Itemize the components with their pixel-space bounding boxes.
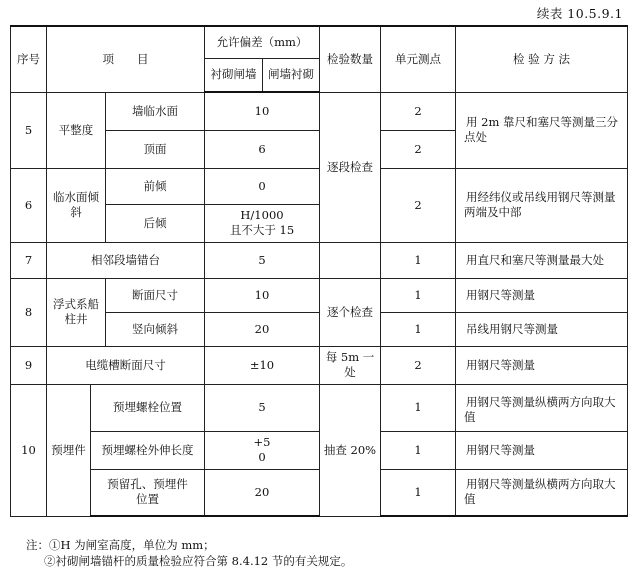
row8-no: 8 [11, 278, 47, 346]
row7-pt: 1 [381, 242, 456, 278]
row9-method: 用钢尺等测量 [456, 346, 628, 384]
row5-sub1: 墙临水面 [106, 92, 205, 130]
row8-sub2: 竖向倾斜 [106, 312, 205, 346]
row10-tol2-line1: +5 [253, 435, 271, 449]
row6-tol1: 0 [205, 168, 320, 204]
row6-tol2 [205, 204, 320, 242]
header-item: 项 目 [47, 26, 205, 92]
row6-sub1: 前倾 [106, 168, 205, 204]
row10-pt3: 1 [381, 469, 456, 516]
row6-pt: 2 [381, 168, 456, 242]
header-method: 检 验 方 法 [456, 26, 628, 92]
note-1: 注：①H 为闸室高度，单位为 mm； [26, 538, 215, 552]
row7-no: 7 [11, 242, 47, 278]
row8-pt1: 1 [381, 278, 456, 312]
row5-no: 5 [11, 92, 47, 168]
row10-sub1: 预埋螺栓位置 [91, 384, 205, 431]
row5-sub2: 顶面 [106, 130, 205, 168]
row7-item: 相邻段墙错台 [47, 242, 205, 278]
row7-qty [320, 242, 381, 278]
row10-no: 10 [11, 384, 47, 516]
inspection-table [10, 25, 628, 517]
row7-tol: 5 [205, 242, 320, 278]
row5-tol2: 6 [205, 130, 320, 168]
table-notes [26, 537, 352, 569]
row8-method1: 用钢尺等测量 [456, 278, 628, 312]
row10-pt2: 1 [381, 431, 456, 469]
row10-tol2-line2: 0 [258, 450, 266, 464]
header-tolerance: 允许偏差（mm） [205, 26, 320, 58]
row5-pt1: 2 [381, 92, 456, 130]
row5-pt2: 2 [381, 130, 456, 168]
row10-tol1: 5 [205, 384, 320, 431]
header-seq: 序号 [11, 26, 47, 92]
row10-sub3 [91, 469, 205, 516]
row9-item: 电缆槽断面尺寸 [47, 346, 205, 384]
header-points: 单元测点 [381, 26, 456, 92]
row8-tol1: 10 [205, 278, 320, 312]
row6-method: 用经纬仪或吊线用钢尺等测量两端及中部 [456, 168, 628, 242]
row9-pt: 2 [381, 346, 456, 384]
qty-each-check: 逐个检查 [320, 278, 381, 346]
qty-segment-check: 逐段检查 [320, 92, 381, 242]
table-caption: 续表 10.5.9.1 [536, 6, 623, 21]
header-qty: 检验数量 [320, 26, 381, 92]
row9-tol: ±10 [205, 346, 320, 384]
row5-group: 平整度 [47, 92, 106, 168]
row10-method2: 用钢尺等测量 [456, 431, 628, 469]
row8-sub1: 断面尺寸 [106, 278, 205, 312]
row10-sub3-line2: 位置 [136, 492, 159, 507]
note-2: ②衬砌闸墙锚杆的质量检验应符合第 8.4.12 节的有关规定。 [44, 554, 353, 568]
row10-sub2: 预埋螺栓外伸长度 [91, 431, 205, 469]
header-tol-sub1: 衬砌闸墙 [205, 58, 263, 92]
row10-sub3-line1: 预留孔、预埋件 [107, 477, 188, 492]
row10-tol2 [205, 431, 320, 469]
row8-pt2: 1 [381, 312, 456, 346]
row8-tol2: 20 [205, 312, 320, 346]
row8-group: 浮式系船柱井 [47, 278, 106, 346]
qty-sample-check: 抽查 20% [320, 384, 381, 516]
row9-qty: 每 5m 一处 [320, 346, 381, 384]
row10-pt1: 1 [381, 384, 456, 431]
row6-sub2: 后倾 [106, 204, 205, 242]
row10-tol3: 20 [205, 469, 320, 516]
row6-tol2-line2: 且不大于 15 [229, 223, 295, 237]
row6-tol2-line1: H/1000 [240, 208, 284, 222]
row10-group: 预埋件 [47, 384, 91, 516]
row9-no: 9 [11, 346, 47, 384]
row5-method: 用 2m 靠尺和塞尺等测量三分点处 [456, 92, 628, 168]
row5-tol1: 10 [205, 92, 320, 130]
row10-method1: 用钢尺等测量纵横两方向取大值 [456, 384, 628, 431]
header-tol-sub2: 闸墙衬砌 [263, 58, 320, 92]
row6-no: 6 [11, 168, 47, 242]
row7-method: 用直尺和塞尺等测量最大处 [456, 242, 628, 278]
row6-group: 临水面倾斜 [47, 168, 106, 242]
row10-method3: 用钢尺等测量纵横两方向取大值 [456, 469, 628, 516]
row8-method2: 吊线用钢尺等测量 [456, 312, 628, 346]
